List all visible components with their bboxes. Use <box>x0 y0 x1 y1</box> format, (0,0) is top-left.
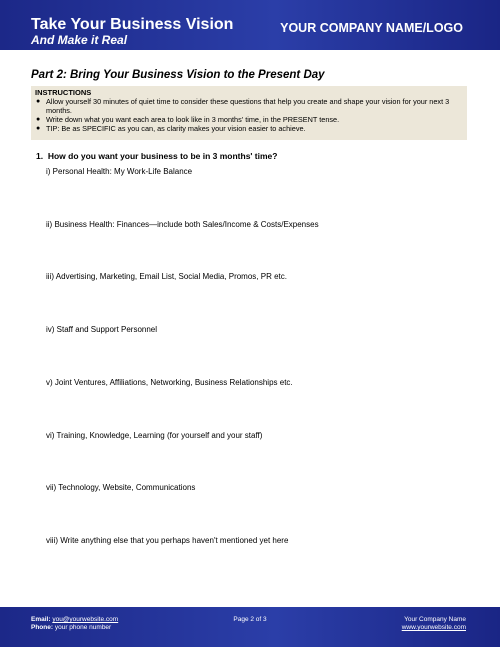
prompt-advertising-marketing: iii) Advertising, Marketing, Email List, Social Media, Promos, PR etc. <box>46 272 287 281</box>
phone-label: Phone: <box>31 624 54 631</box>
instruction-item <box>35 115 463 124</box>
prompt-training: vi) Training, Knowledge, Learning (for yourself and your staff) <box>46 431 263 440</box>
prompt-anything-else: viii) Write anything else that you perhaps haven't mentioned yet here <box>46 536 289 545</box>
prompt-joint-ventures: v) Joint Ventures, Affiliations, Networking, Business Relationships etc. <box>46 378 293 387</box>
header-subtitle: And Make it Real <box>31 33 128 47</box>
email-label: Email: <box>31 616 51 623</box>
prompt-staff-support: iv) Staff and Support Personnel <box>46 325 158 334</box>
instructions-heading: INSTRUCTIONS <box>35 88 92 97</box>
footer-company-name: Your Company Name <box>404 616 466 623</box>
instruction-text: Allow yourself 30 minutes of quiet time to consider these questions that help you create and shape your vision for your next 3 months. <box>46 97 450 115</box>
instruction-text: TIP: Be as SPECIFIC as you can, as clarity makes your vision easier to achieve. <box>46 124 306 133</box>
company-logo-placeholder: YOUR COMPANY NAME/LOGO <box>280 21 463 35</box>
question-heading <box>36 151 277 161</box>
part-title: Part 2: Bring Your Business Vision to the Present Day <box>31 69 325 81</box>
prompt-business-health: ii) Business Health: Finances—include both Sales/Income & Costs/Expenses <box>46 220 319 229</box>
footer-banner <box>0 607 500 647</box>
bullet-icon: ● <box>36 98 41 105</box>
instructions-box <box>31 86 467 140</box>
prompt-personal-health: i) Personal Health: My Work-Life Balance <box>46 167 193 176</box>
bullet-icon: ● <box>36 125 41 132</box>
question-text: How do you want your business to be in 3 months' time? <box>47 151 278 161</box>
footer-company <box>402 616 466 632</box>
instruction-text: Write down what you want each area to look like in 3 months' time, in the PRESENT tense. <box>46 115 340 124</box>
instructions-list <box>35 97 463 133</box>
instruction-item <box>35 97 463 115</box>
header-banner <box>0 0 500 50</box>
instruction-item <box>35 124 463 133</box>
prompt-technology: vii) Technology, Website, Communications <box>46 483 196 492</box>
website-link[interactable]: www.yourwebsite.com <box>401 624 466 631</box>
header-title: Take Your Business Vision <box>31 16 234 33</box>
phone-number: your phone number <box>54 624 112 631</box>
bullet-icon: ● <box>36 116 41 123</box>
page-number: Page 2 of 3 <box>233 616 267 623</box>
email-link[interactable]: you@yourwebsite.com <box>52 616 119 623</box>
question-number: 1. <box>36 151 44 161</box>
